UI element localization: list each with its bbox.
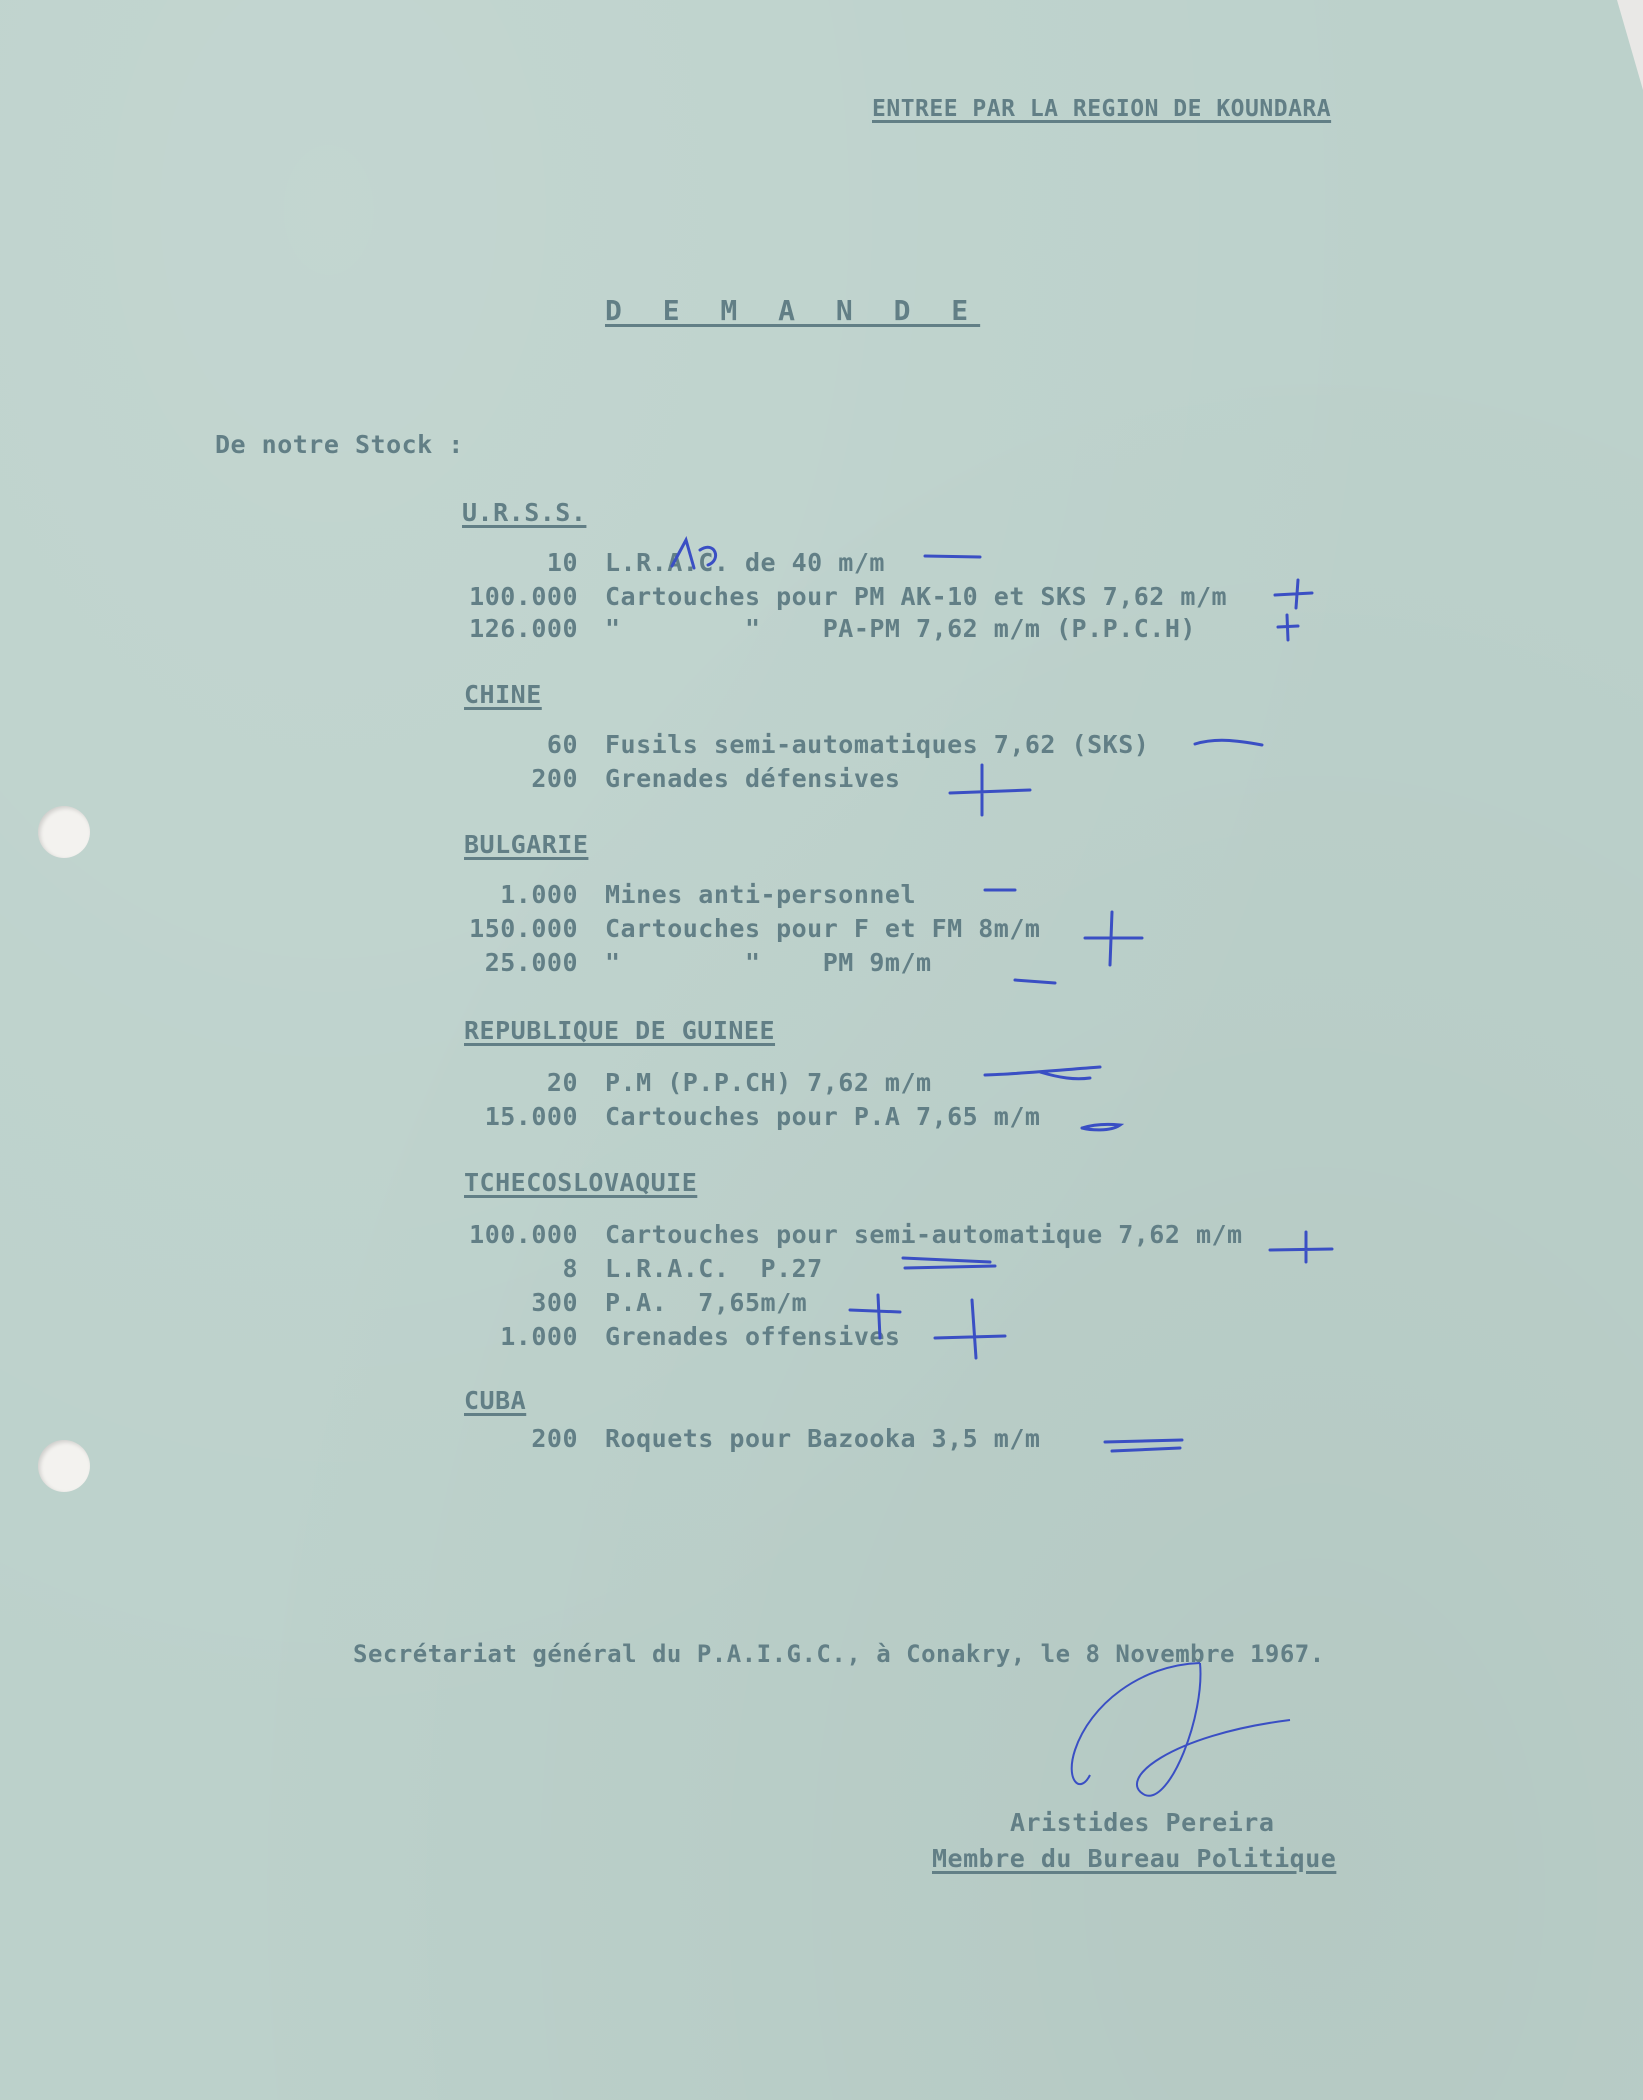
item-desc: " " PA-PM 7,62 m/m (P.P.C.H) <box>605 614 1196 643</box>
item-desc: P.A. 7,65m/m <box>605 1288 808 1317</box>
item-qty: 25.000 <box>484 948 578 977</box>
item-desc: Cartouches pour PM AK-10 et SKS 7,62 m/m <box>605 582 1228 611</box>
pen-plus <box>1275 580 1312 608</box>
item-desc: L.R.A.C. de 40 m/m <box>605 548 885 577</box>
pen-dash <box>1195 740 1262 745</box>
region-note: ENTREE PAR LA REGION DE KOUNDARA <box>872 96 1332 122</box>
pen-dash <box>1015 980 1055 983</box>
item-qty: 100.000 <box>469 1220 578 1249</box>
item-qty: 200 <box>531 1424 578 1453</box>
signature-scribble <box>1020 1655 1340 1805</box>
pen-dash <box>1082 1124 1120 1129</box>
section-heading-tchecoslovaquie: TCHECOSLOVAQUIE <box>464 1168 698 1197</box>
pen-dash <box>1105 1440 1182 1451</box>
pen-plus <box>935 1300 1005 1358</box>
pen-dash <box>925 556 980 557</box>
punch-hole-top <box>38 806 90 858</box>
pen-plus <box>1278 615 1298 640</box>
item-desc: Grenades offensives <box>605 1322 901 1351</box>
item-desc: Roquets pour Bazooka 3,5 m/m <box>605 1424 1041 1453</box>
signatory-name: Aristides Pereira <box>1010 1808 1275 1837</box>
section-heading-bulgarie: BULGARIE <box>464 830 589 859</box>
item-qty: 8 <box>562 1254 578 1283</box>
item-desc: Fusils semi-automatiques 7,62 (SKS) <box>605 730 1150 759</box>
document-title: D E M A N D E <box>605 294 981 327</box>
item-qty: 200 <box>531 764 578 793</box>
section-heading-guinee: REPUBLIQUE DE GUINEE <box>464 1016 776 1045</box>
item-desc: L.R.A.C. P.27 <box>605 1254 823 1283</box>
item-desc: Grenades défensives <box>605 764 901 793</box>
pen-dash <box>903 1258 995 1268</box>
item-desc: P.M (P.P.CH) 7,62 m/m <box>605 1068 932 1097</box>
paper-corner <box>1617 0 1643 90</box>
item-qty: 150.000 <box>469 914 578 943</box>
pen-plus <box>950 765 1030 815</box>
item-qty: 60 <box>546 730 578 759</box>
punch-hole-bottom <box>38 1440 90 1492</box>
item-qty: 300 <box>531 1288 578 1317</box>
section-heading-urss: U.R.S.S. <box>462 498 587 527</box>
intro-line: De notre Stock : <box>215 430 464 459</box>
signatory-title: Membre du Bureau Politique <box>932 1844 1337 1873</box>
pen-dash <box>985 1067 1100 1079</box>
item-desc: Mines anti-personnel <box>605 880 917 909</box>
pen-plus <box>1085 912 1142 965</box>
item-qty: 15.000 <box>484 1102 578 1131</box>
item-desc: Cartouches pour P.A 7,65 m/m <box>605 1102 1041 1131</box>
section-heading-cuba: CUBA <box>464 1386 527 1415</box>
item-qty: 1.000 <box>500 1322 578 1351</box>
item-desc: Cartouches pour F et FM 8m/m <box>605 914 1041 943</box>
item-qty: 100.000 <box>469 582 578 611</box>
pen-plus <box>1270 1232 1332 1262</box>
item-qty: 20 <box>546 1068 578 1097</box>
item-qty: 10 <box>546 548 578 577</box>
item-qty: 126.000 <box>469 614 578 643</box>
place-date-line: Secrétariat général du P.A.I.G.C., à Conakry, le 8 Novembre 1967. <box>353 1640 1325 1668</box>
section-heading-chine: CHINE <box>464 680 542 709</box>
item-desc: Cartouches pour semi-automatique 7,62 m/m <box>605 1220 1243 1249</box>
item-desc: " " PM 9m/m <box>605 948 932 977</box>
item-qty: 1.000 <box>500 880 578 909</box>
